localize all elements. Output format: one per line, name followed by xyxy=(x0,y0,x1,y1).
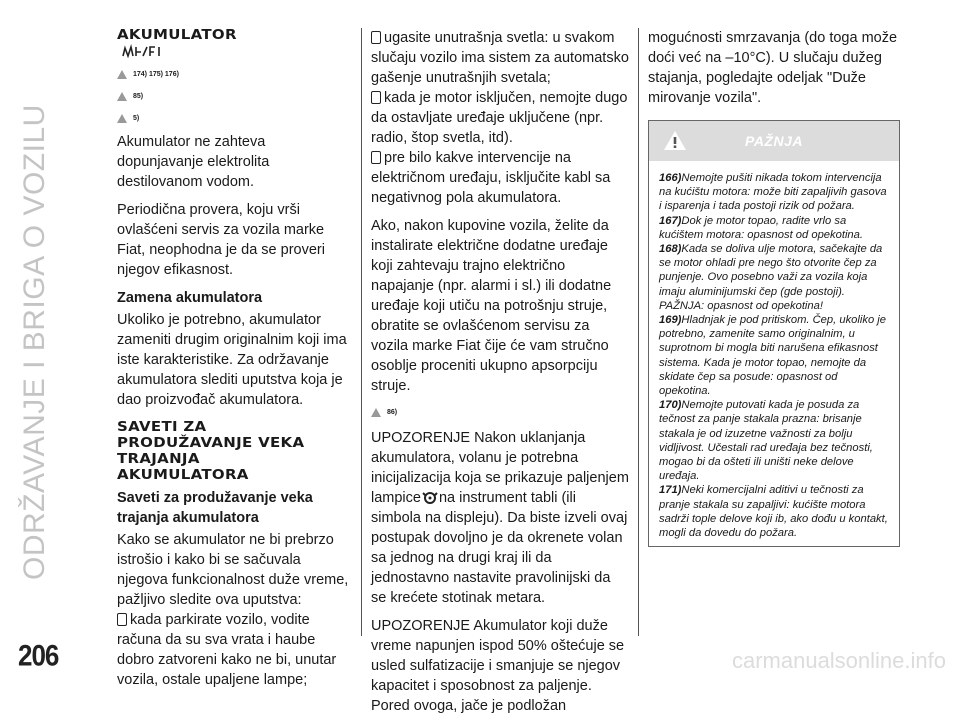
warning-triangle-icon xyxy=(117,70,127,79)
warning-item: 166)Nemojte pušiti nikada tokom intervencija na kućištu motora: može biti zapaljivih gasova i isparenja i tada postoji rizik od požara. xyxy=(659,172,887,213)
warning-triangle-icon xyxy=(117,92,127,101)
subheading: Zamena akumulatora xyxy=(117,290,263,306)
paragraph: Periodična provera, koju vrši ovlašćeni servis za vozila marke Fiat, neophodna je da se proveri njegov efikasnost. xyxy=(117,202,325,278)
paragraph: Akumulator ne zahteva dopunjavanje elektrolita destilovanom vodom. xyxy=(117,134,270,190)
side-section-title: ODRŽAVANJE I BRIGA O VOZILU xyxy=(18,104,51,580)
column-divider xyxy=(638,28,639,636)
section-heading-2: SAVETI ZA PRODUŽAVANJE VEKA TRAJANJA AKUMULATORA xyxy=(117,418,305,483)
bullet-item: pre bilo kakve intervencije na električnom uređaju, isključite kabl sa negativnog pola akumulatora. xyxy=(371,150,611,206)
page-number: 206 xyxy=(18,637,59,673)
paragraph: UPOZORENJE Nakon uklanjanja akumulatora, volanu je potrebna inicijalizacija koja se prikazuje paljenjem lampice na instrument tabli (ili simbola na displeju). Da biste izveli ovaj postupak dovoljno je da okrenete volan sa jednog na drugi kraj ili da jednostavno nastavite pravolinijski da se krećete stotinak metara. xyxy=(371,430,629,606)
bullet-icon xyxy=(371,151,381,164)
warning-reference: 85) xyxy=(117,88,353,104)
paragraph: UPOZORENJE Akumulator koji duže vreme napunjen ispod 50% oštećuje se usled sulfatizacije i smanjuje se njegov kapacitet i sposobnost za paljenje. Pored ovoga, jače je podložan xyxy=(371,618,625,714)
steering-warning-icon xyxy=(421,490,439,504)
bullet-item: ugasite unutrašnja svetla: u svakom slučaju vozilo ima sistem za automatsko gašenje unutrašnjih svetala; xyxy=(371,30,629,86)
subheading: Saveti za produžavanje veka trajanja akumulatora xyxy=(117,490,313,526)
warning-item: 168)Kada se doliva ulje motora, sačekajte da se motor ohladi pre nego što otvorite čep za punjenje. Ovo posebno važi za vozila koja imaju aluminijumski čep (gde postoji). PAŽNJA: opasnost od opekotina! xyxy=(659,243,883,312)
warning-box xyxy=(648,120,900,547)
warning-triangle-icon xyxy=(371,408,381,417)
paragraph: Ako, nakon kupovine vozila, želite da instalirate električne dodatne uređaje koji zahtevaju trajno električno napajanje (npr. alarmi i sl.) ili dodatne uređaje koji utiču na potrošnju struje, obratite se ovlašćenom servisu za vozila marke Fiat čije će vam stručno osoblje proceniti ukupno apsorpciju struje. xyxy=(371,218,612,394)
column-3 xyxy=(648,28,900,547)
paragraph: Ukoliko je potrebno, akumulator zameniti drugim originalnim koji ima iste karakteristike. Za održavanje akumulatora slediti uputstva koja je dao proizvođač akumulatora. xyxy=(117,312,347,408)
bullet-item: kada parkirate vozilo, vodite računa da su sva vrata i haube dobro zatvoreni kako ne bi, unutar vozila, ostale upaljene lampe; xyxy=(117,612,337,688)
handwriting-battery-icon xyxy=(121,44,167,60)
bullet-icon xyxy=(117,613,127,626)
warning-item: 169)Hladnjak je pod pritiskom. Čep, ukoliko je potrebno, zamenite samo originalnim, u suprotnom bi mogla biti narušena efikasnost sistema. Kada je motor topao, nemojte da skidate čep sa posude: opasnost od opekotina. xyxy=(659,314,886,398)
warning-item: 171)Neki komercijalni aditivi u tečnosti za pranje stakala su zapaljivi: kućište motora sadrži tople delove koji ib, ako dođu u kontakt, mogli da dovedu do požara. xyxy=(659,484,888,540)
note-reference: 5) xyxy=(117,110,353,126)
bullet-item: kada je motor isključen, nemojte dugo da ostavljate uređaje uključene (npr. radio, štop svetla, itd). xyxy=(371,90,628,146)
column-2 xyxy=(371,28,629,724)
warning-title: PAŽNJA xyxy=(745,133,803,149)
bullet-icon xyxy=(371,91,381,104)
warning-reference: 174) 175) 176) xyxy=(117,66,353,82)
column-divider xyxy=(361,28,362,636)
paragraph: mogućnosti smrzavanja (do toga može doći već na –10°C). U slučaju dužeg stajanja, pogledajte odeljak "Duže mirovanje vozila". xyxy=(648,30,898,106)
warning-list xyxy=(649,161,899,546)
info-triangle-icon xyxy=(117,114,127,123)
warning-box-header xyxy=(649,121,899,161)
column-1 xyxy=(117,28,353,698)
warning-triangle-icon xyxy=(663,130,687,151)
warning-reference: 86) xyxy=(371,404,629,420)
paragraph: Kako se akumulator ne bi prebrzo istrošio i kako bi se sačuvala njegova funkcionalnost duže vreme, pažljivo sledite ova uputstva: xyxy=(117,532,349,608)
warning-item: 167)Dok je motor topao, radite vrlo sa kućištem motora: opasnost od opekotina. xyxy=(659,214,863,241)
bullet-icon xyxy=(371,31,381,44)
section-heading: AKUMULATOR xyxy=(117,26,237,43)
warning-item: 170)Nemojte putovati kada je posuda za tečnost za panje stakala prazna: brisanje stakala je od izuzetne važnosti za bolju vidljivost. Učestali rad uređaja bez tečnosti, mogao bi da ošteti ili uništi neke delove uređaja. xyxy=(659,399,873,483)
watermark: carmanualsonline.info xyxy=(731,648,946,673)
